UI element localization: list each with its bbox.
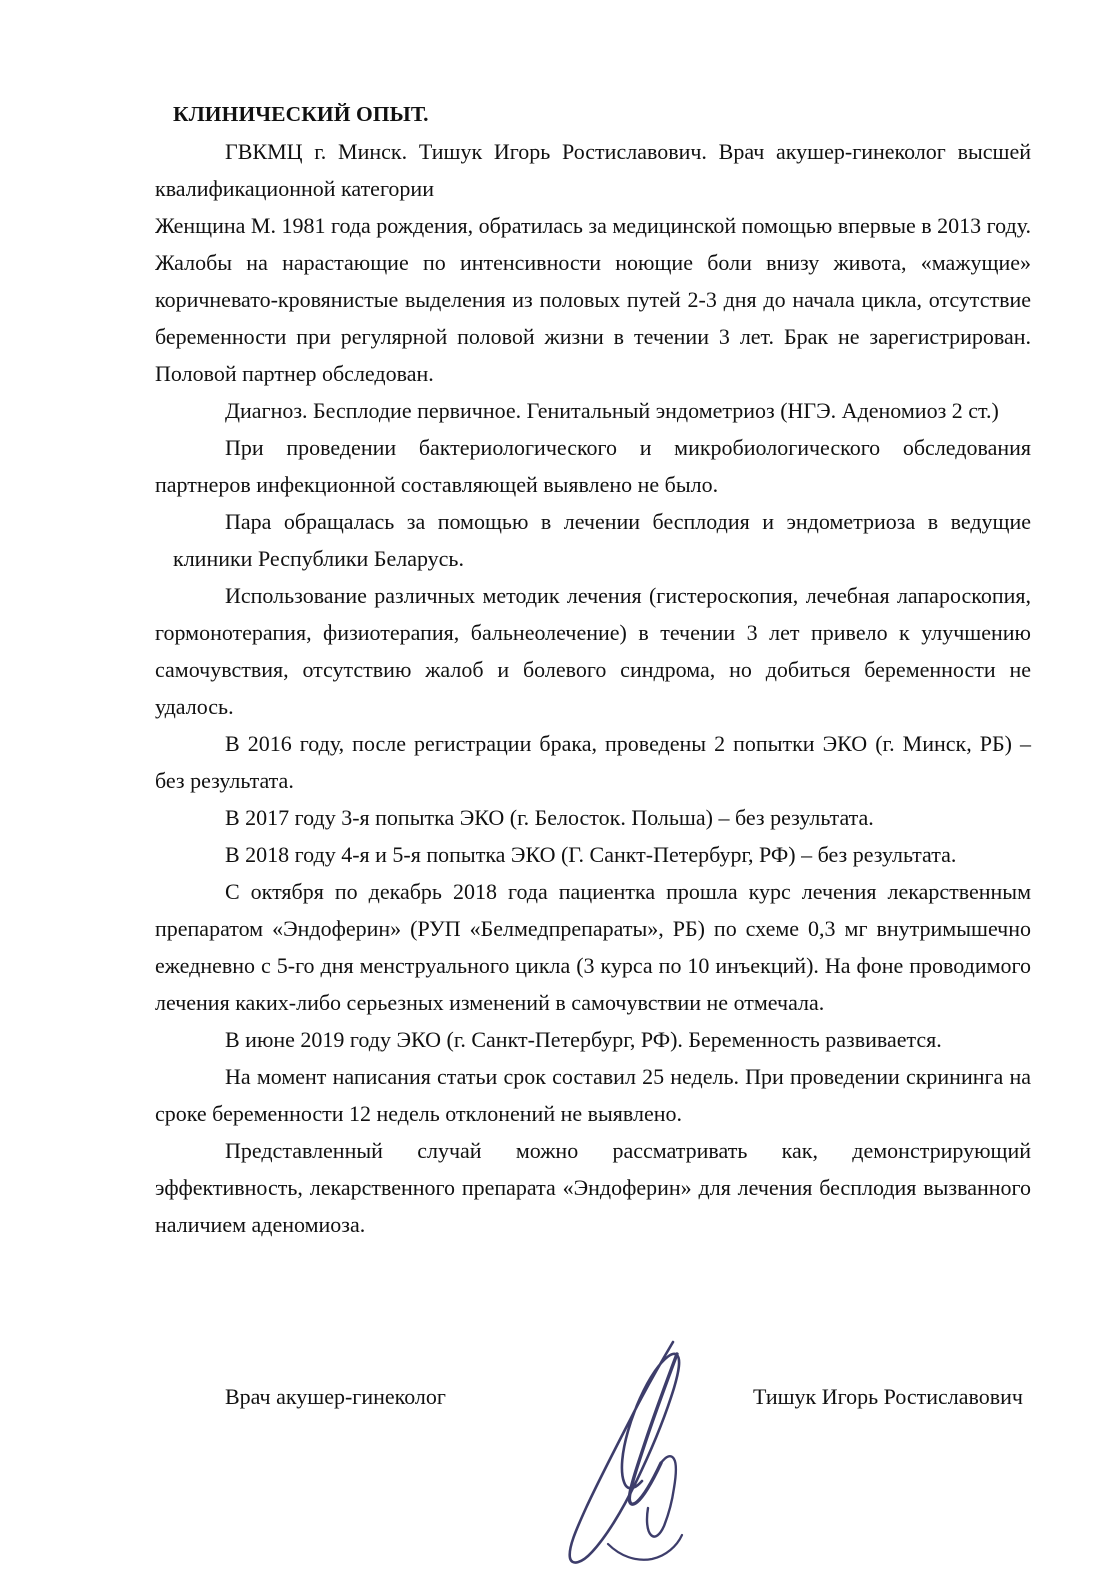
paragraph-patient-history: Женщина М. 1981 года рождения, обратилась за медицинской помощью впервые в 2013 году. Жалобы на нарастающие по интенсивности ноющие боли внизу живота, «мажущие» коричневато-кровянистые выделения из половых путей 2-3 дня до начала цикла, отсутствие беременности при регулярной половой жизни в течении 3 лет. Брак не зарегистрирован. Половой партнер обследован. xyxy=(155,213,1031,386)
handwritten-signature-icon xyxy=(540,1330,760,1569)
paragraph-ivf-2019-pregnancy: В июне 2019 году ЭКО (г. Санкт-Петербург, РФ). Беременность развивается. xyxy=(225,1027,942,1052)
paragraph-screening-status: На момент написания статьи срок составил 25 недель. При проведении скрининга на сроке беременности 12 недель отклонений не выявлено. xyxy=(155,1064,1031,1126)
paragraph-conclusion: Представленный случай можно рассматривать как, демонстрирующий эффективность, лекарственного препарата «Эндоферин» для лечения бесплодия вызванного наличием аденомиоза. xyxy=(155,1138,1031,1237)
paragraph-ivf-2017: В 2017 году 3-я попытка ЭКО (г. Белосток. Польша) – без результата. xyxy=(225,805,874,830)
paragraph-author-affiliation: ГВКМЦ г. Минск. Тишук Игорь Ростиславович. Врач акушер-гинеколог высшей квалификационной категории xyxy=(155,139,1031,201)
page-title: КЛИНИЧЕСКИЙ ОПЫТ. xyxy=(173,102,429,126)
paragraph-ivf-2016: В 2016 году, после регистрации брака, проведены 2 попытки ЭКО (г. Минск, РБ) – без результата. xyxy=(155,731,1031,793)
paragraph-endoferin-course: С октября по декабрь 2018 года пациентка прошла курс лечения лекарственным препаратом «Эндоферин» (РУП «Белмедпрепараты», РБ) по схеме 0,3 мг внутримышечно ежедневно с 5-го дня менструального цикла (3 курса по 10 инъекций). На фоне проводимого лечения каких-либо серьезных изменений в самочувствии не отмечала. xyxy=(155,879,1031,1015)
document-body xyxy=(155,96,1031,1243)
signature-line xyxy=(155,1380,1031,1440)
paragraph-diagnosis: Диагноз. Бесплодие первичное. Генитальный эндометриоз (НГЭ. Аденомиоз 2 ст.) xyxy=(225,398,999,423)
paragraph-clinics-sought: Пара обращалась за помощью в лечении бесплодия и эндометриоза в ведущие клиники Республики Беларусь. xyxy=(173,509,1031,571)
signature-name-label: Тишук Игорь Ростиславович xyxy=(752,1384,1023,1409)
paragraph-previous-treatments: Использование различных методик лечения (гистероскопия, лечебная лапароскопия, гормонотерапия, физиотерапия, бальнеолечение) в течении 3 лет привело к улучшению самочувствия, отсутствию жалоб и болевого синдрома, но добиться беременности не удалось. xyxy=(155,583,1031,719)
signature-role-label: Врач акушер-гинеколог xyxy=(225,1384,446,1409)
paragraph-ivf-2018: В 2018 году 4-я и 5-я попытка ЭКО (Г. Санкт-Петербург, РФ) – без результата. xyxy=(225,842,957,867)
paragraph-bacteriological-exam: При проведении бактериологического и микробиологического обследования партнеров инфекционной составляющей выявлено не было. xyxy=(155,435,1031,497)
